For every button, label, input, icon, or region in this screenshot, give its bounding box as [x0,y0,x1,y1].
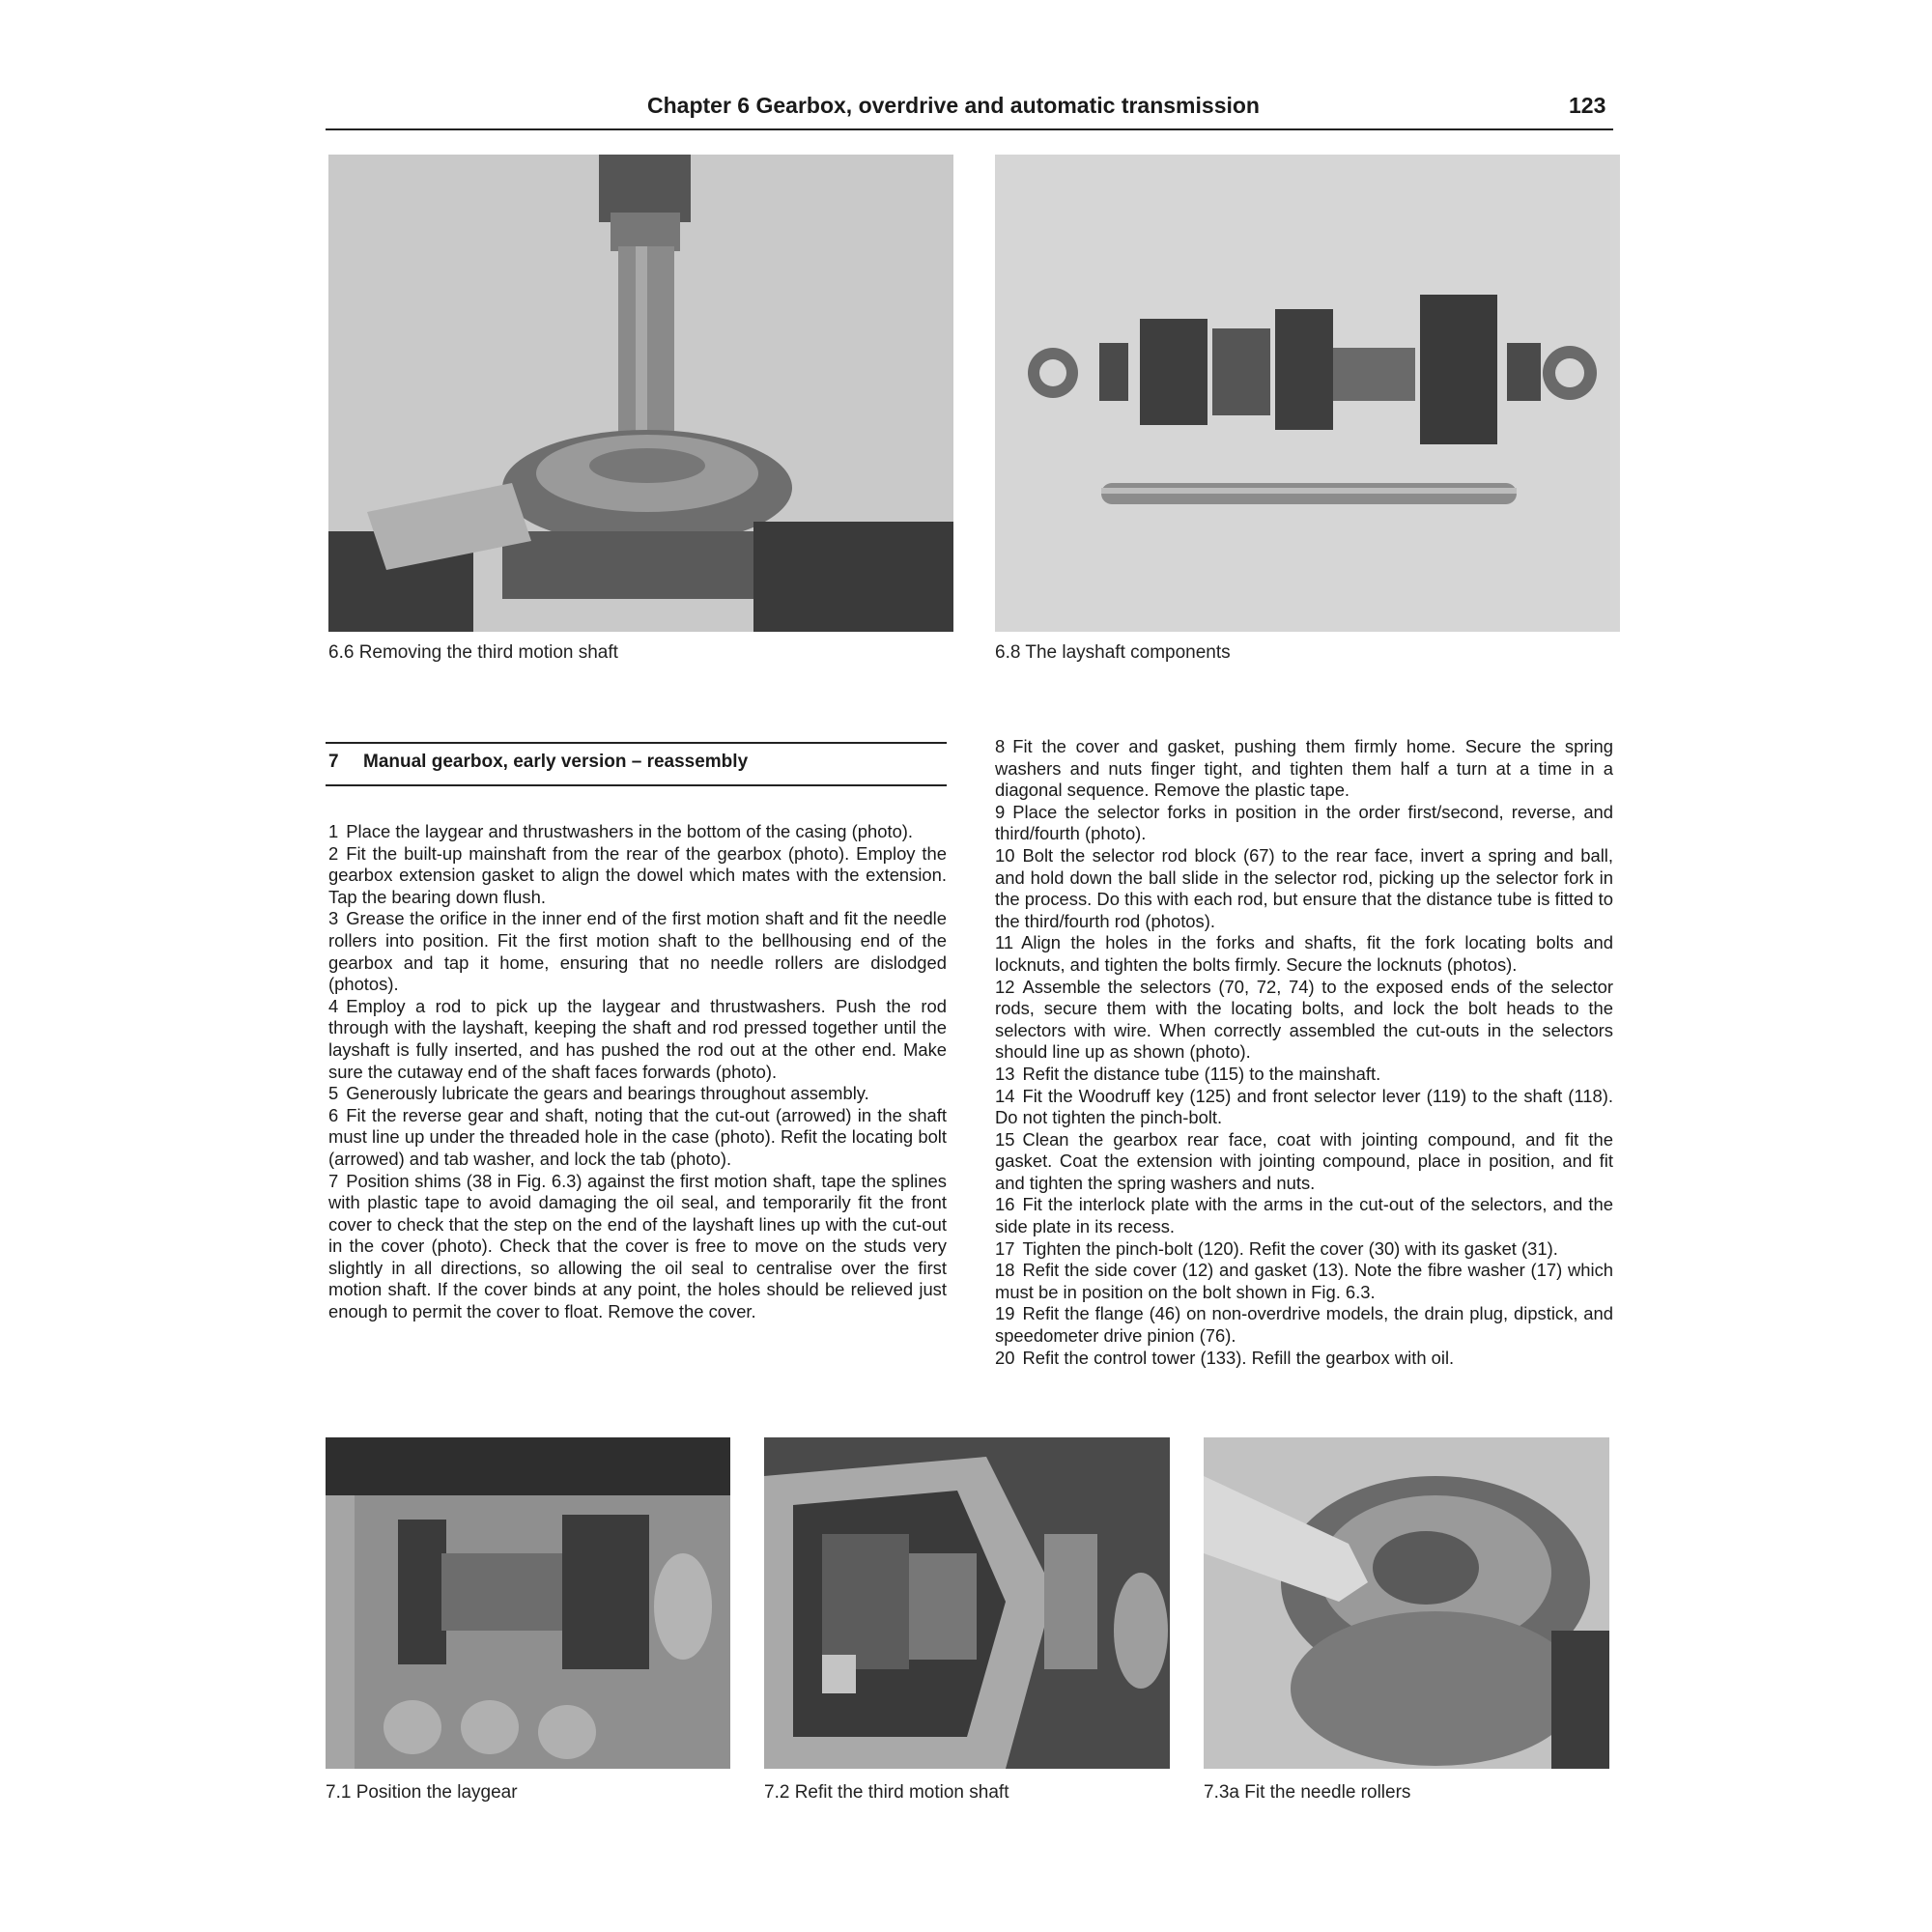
step-number: 17 [995,1237,1015,1259]
caption-6-8: 6.8 The layshaft components [995,642,1231,663]
step-text: Assemble the selectors (70, 72, 74) to the exposed ends of the selector rods, secure them with the locating bolts, and lock the bolt heads to the selectors with wire. When correctly assembled the cut-outs in the selectors should line up as shown (photo). [995,976,1613,1063]
section-bottom-rule [326,784,947,786]
photo-refit-third-motion-shaft [764,1437,1170,1769]
step-paragraph [328,1083,947,1105]
caption-7-2: 7.2 Refit the third motion shaft [764,1782,1009,1803]
step-paragraph [328,821,947,843]
step-paragraph [328,843,947,909]
step-text: Refit the flange (46) on non-overdrive models, the drain plug, dipstick, and speedometer drive pinion (76). [995,1303,1613,1347]
step-paragraph [328,1171,947,1323]
step-text: Bolt the selector rod block (67) to the rear face, invert a spring and ball, and hold down the ball slide in the selector rod, picking up the selector fork in the process. Do this with each rod, but ensure that the distance tube is fitted to the third/fourth rod (photos). [995,844,1613,931]
section-heading [328,752,748,773]
step-text: Refit the side cover (12) and gasket (13). Note the fibre washer (17) which must be in position on the bolt shown in Fig. 6.3. [995,1260,1613,1302]
step-text: Fit the cover and gasket, pushing them firmly home. Secure the spring washers and nuts finger tight, and tighten them half a turn at a time in a diagonal sequence. Remove the plastic tape. [995,736,1613,801]
step-number: 1 [328,821,339,841]
step-paragraph [328,996,947,1083]
caption-7-3a: 7.3a Fit the needle rollers [1204,1782,1411,1803]
left-column-text [328,821,947,1323]
step-text: Generously lubricate the gears and bearings throughout assembly. [346,1083,869,1104]
step-number: 7 [328,1170,339,1191]
step-text: Grease the orifice in the inner end of the first motion shaft and fit the needle rollers into position. Fit the first motion shaft to the bellhousing end of the gearbox and tap it home, ensuring that no needle rollers are dislodged (photos). [328,908,947,995]
step-number: 4 [328,995,339,1016]
step-paragraph [995,1260,1613,1303]
caption-6-6: 6.6 Removing the third motion shaft [328,642,618,663]
step-text: Employ a rod to pick up the laygear and thrustwashers. Push the rod through with the layshaft, keeping the shaft and rod pressed together until the layshaft is fully inserted, and has pushed the rod out at the other end. Make sure the cutaway end of the shaft faces forwards (photo). [328,995,947,1082]
step-number: 2 [328,842,339,864]
step-text: Clean the gearbox rear face, coat with jointing compound, and fit the gasket. Coat the extension with jointing compound, place in position, and fit and tighten the spring washers and nuts. [995,1128,1613,1193]
photo-layshaft-components [995,155,1620,632]
step-text: Fit the Woodruff key (125) and front selector lever (119) to the shaft (118). Do not tighten the pinch-bolt. [995,1085,1613,1128]
step-text: Refit the distance tube (115) to the mainshaft. [1022,1063,1381,1084]
step-text: Fit the interlock plate with the arms in the cut-out of the selectors, and the side plate in its recess. [995,1194,1613,1237]
page-number: 123 [1569,93,1606,118]
step-number: 16 [995,1194,1015,1215]
step-text: Place the laygear and thrustwashers in the bottom of the casing (photo). [346,821,914,841]
photo-removing-third-motion-shaft [328,155,953,632]
step-paragraph [995,1238,1613,1261]
step-text: Fit the reverse gear and shaft, noting that the cut-out (arrowed) in the shaft must line up under the threaded hole in the case (photo). Refit the locating bolt (arrowed) and tab washer, and lock the tab (photo). [328,1104,947,1169]
header-rule [326,128,1613,130]
step-paragraph [995,1348,1613,1370]
step-paragraph [328,1105,947,1171]
step-paragraph [995,1303,1613,1347]
section-title: Manual gearbox, early version – reassembly [363,752,749,772]
section-number: 7 [328,752,339,772]
caption-7-1: 7.1 Position the laygear [326,1782,518,1803]
step-number: 14 [995,1085,1015,1106]
step-paragraph [995,932,1613,976]
step-number: 19 [995,1303,1015,1324]
step-paragraph [995,802,1613,845]
step-number: 12 [995,976,1015,997]
step-paragraph [995,1129,1613,1195]
step-paragraph [995,1064,1613,1086]
step-text: Fit the built-up mainshaft from the rear of the gearbox (photo). Employ the gearbox extension gasket to align the dowel which mates with the extension. Tap the bearing down flush. [328,842,947,907]
step-number: 20 [995,1347,1015,1368]
step-number: 3 [328,908,339,929]
step-number: 18 [995,1260,1015,1281]
photo-position-laygear [326,1437,730,1769]
step-paragraph [995,977,1613,1064]
step-text: Position shims (38 in Fig. 6.3) against the first motion shaft, tape the splines with plastic tape to avoid damaging the oil seal, and temporarily fit the front cover to check that the step on the end of the layshaft lines up with the cut-out in the cover (photo). Check that the cover is free to move on the studs very slightly in all directions, so allowing the oil seal to centralise over the first motion shaft. If the cover binds at any point, the holes should be relieved just enough to permit the cover to float. Remove the cover. [328,1170,947,1322]
step-number: 15 [995,1128,1015,1150]
step-paragraph [995,1086,1613,1129]
step-text: Align the holes in the forks and shafts, fit the fork locating bolts and locknuts, and tighten the bolts firmly. Secure the locknuts (photos). [995,932,1613,975]
right-column-text [995,736,1613,1369]
step-paragraph [995,1194,1613,1237]
step-paragraph [328,908,947,995]
step-text: Place the selector forks in position in the order first/second, reverse, and third/fourth (photo). [995,801,1613,844]
chapter-title: Chapter 6 Gearbox, overdrive and automatic transmission [647,93,1260,118]
step-number: 13 [995,1063,1015,1084]
step-paragraph [995,736,1613,802]
section-top-rule [326,742,947,744]
step-number: 6 [328,1104,339,1125]
photo-fit-needle-rollers [1204,1437,1609,1769]
step-number: 8 [995,736,1006,756]
step-text: Tighten the pinch-bolt (120). Refit the cover (30) with its gasket (31). [1022,1237,1558,1259]
step-number: 5 [328,1083,339,1104]
step-number: 11 [995,932,1014,953]
step-paragraph [995,845,1613,932]
step-number: 10 [995,844,1015,866]
step-text: Refit the control tower (133). Refill the gearbox with oil. [1022,1347,1455,1368]
step-number: 9 [995,801,1006,822]
